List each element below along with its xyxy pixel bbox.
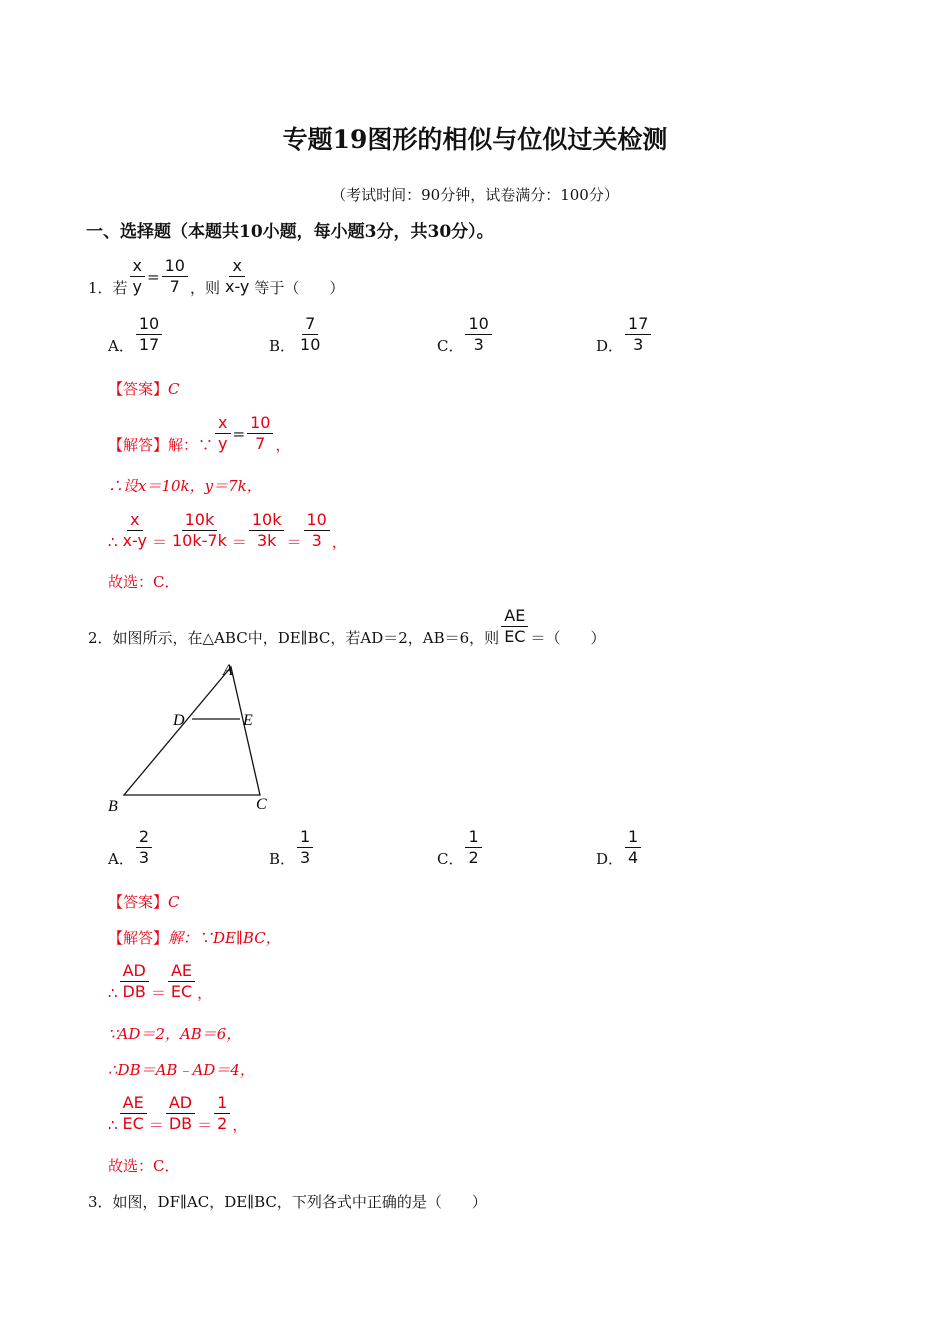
q1-answer: 【答案】C: [108, 380, 180, 398]
question-3: 3．如图，DF∥AC，DE∥BC，下列各式中正确的是（ ）: [88, 1193, 487, 1211]
q1-option-d[interactable]: D． $\frac{17}{3}$: [596, 313, 653, 356]
vertex-label-d: D: [173, 712, 185, 729]
q2-answer: 【答案】C: [108, 893, 180, 911]
question-2: 2．如图所示，在△ABC中，DE∥BC，若AD＝2，AB＝6，则 $\frac{AE}{EC}$ ＝（ ）: [88, 606, 606, 647]
q2-solution-line-5: ∴ $\frac{AE}{EC}$ ＝ $\frac{AD}{DB}$ ＝ $\frac{1}{2}$ ，: [108, 1093, 248, 1134]
q1-choose: 故选：C．: [108, 573, 180, 591]
q2-solution-line-3: ∵AD＝2，AB＝6，: [108, 1025, 242, 1043]
q2-option-a[interactable]: A． $\frac{2}{3}$: [108, 826, 154, 869]
q2-solution-line-2: ∴ $\frac{AD}{DB}$ ＝ $\frac{AE}{EC}$ ，: [108, 961, 213, 1002]
q1-option-a[interactable]: A． $\frac{10}{17}$: [108, 313, 164, 356]
q2-option-d[interactable]: D． $\frac{1}{4}$: [596, 826, 643, 869]
fraction: $\frac{x}{y}$: [130, 256, 145, 297]
q1-solution-line-3: ∴ $\frac{x}{x-y}$ ＝ $\frac{10k}{10k-7k}$ ＝ $\frac{10k}{3k}$ ＝ $\frac{10}{3}$ ，: [108, 510, 347, 551]
vertex-label-c: C: [256, 796, 267, 813]
fraction: $\frac{x}{x-y}$: [224, 256, 250, 296]
vertex-label-b: B: [108, 798, 118, 815]
q2-choose: 故选：C．: [108, 1157, 180, 1175]
exam-info: （考试时间：90分钟，试卷满分：100分）: [331, 186, 619, 204]
vertex-label-e: E: [243, 712, 253, 729]
q2-option-c[interactable]: C． $\frac{1}{2}$: [437, 826, 484, 869]
q1-solution-line-2: ∴设x＝10k，y＝7k，: [108, 477, 262, 495]
q1-solution: 【解答】解：∵ $\frac{x}{y}$ = $\frac{10}{7}$ ，: [108, 413, 291, 454]
fraction: $\frac{10}{7}$: [162, 256, 188, 297]
q2-option-b[interactable]: B． $\frac{1}{3}$: [269, 826, 315, 869]
section-heading: 一、选择题（本题共10小题，每小题3分，共30分）。: [86, 222, 494, 242]
vertex-label-a: A: [223, 662, 233, 679]
triangle-figure: [100, 655, 280, 820]
question-1: 1．若 $\frac{x}{y}$ = $\frac{10}{7}$ ，则 $\frac{x}{x-y}$ 等于（ ）: [88, 256, 345, 297]
page-title: 专题19图形的相似与位似过关检测: [282, 125, 668, 154]
q2-solution-line-4: ∴DB＝AB﹣AD＝4，: [108, 1061, 255, 1079]
q2-solution: 【解答】解：∵DE∥BC，: [108, 929, 281, 947]
q1-option-b[interactable]: B． $\frac{7}{10}$: [269, 314, 321, 355]
q1-option-c[interactable]: C． $\frac{10}{3}$: [437, 313, 494, 356]
